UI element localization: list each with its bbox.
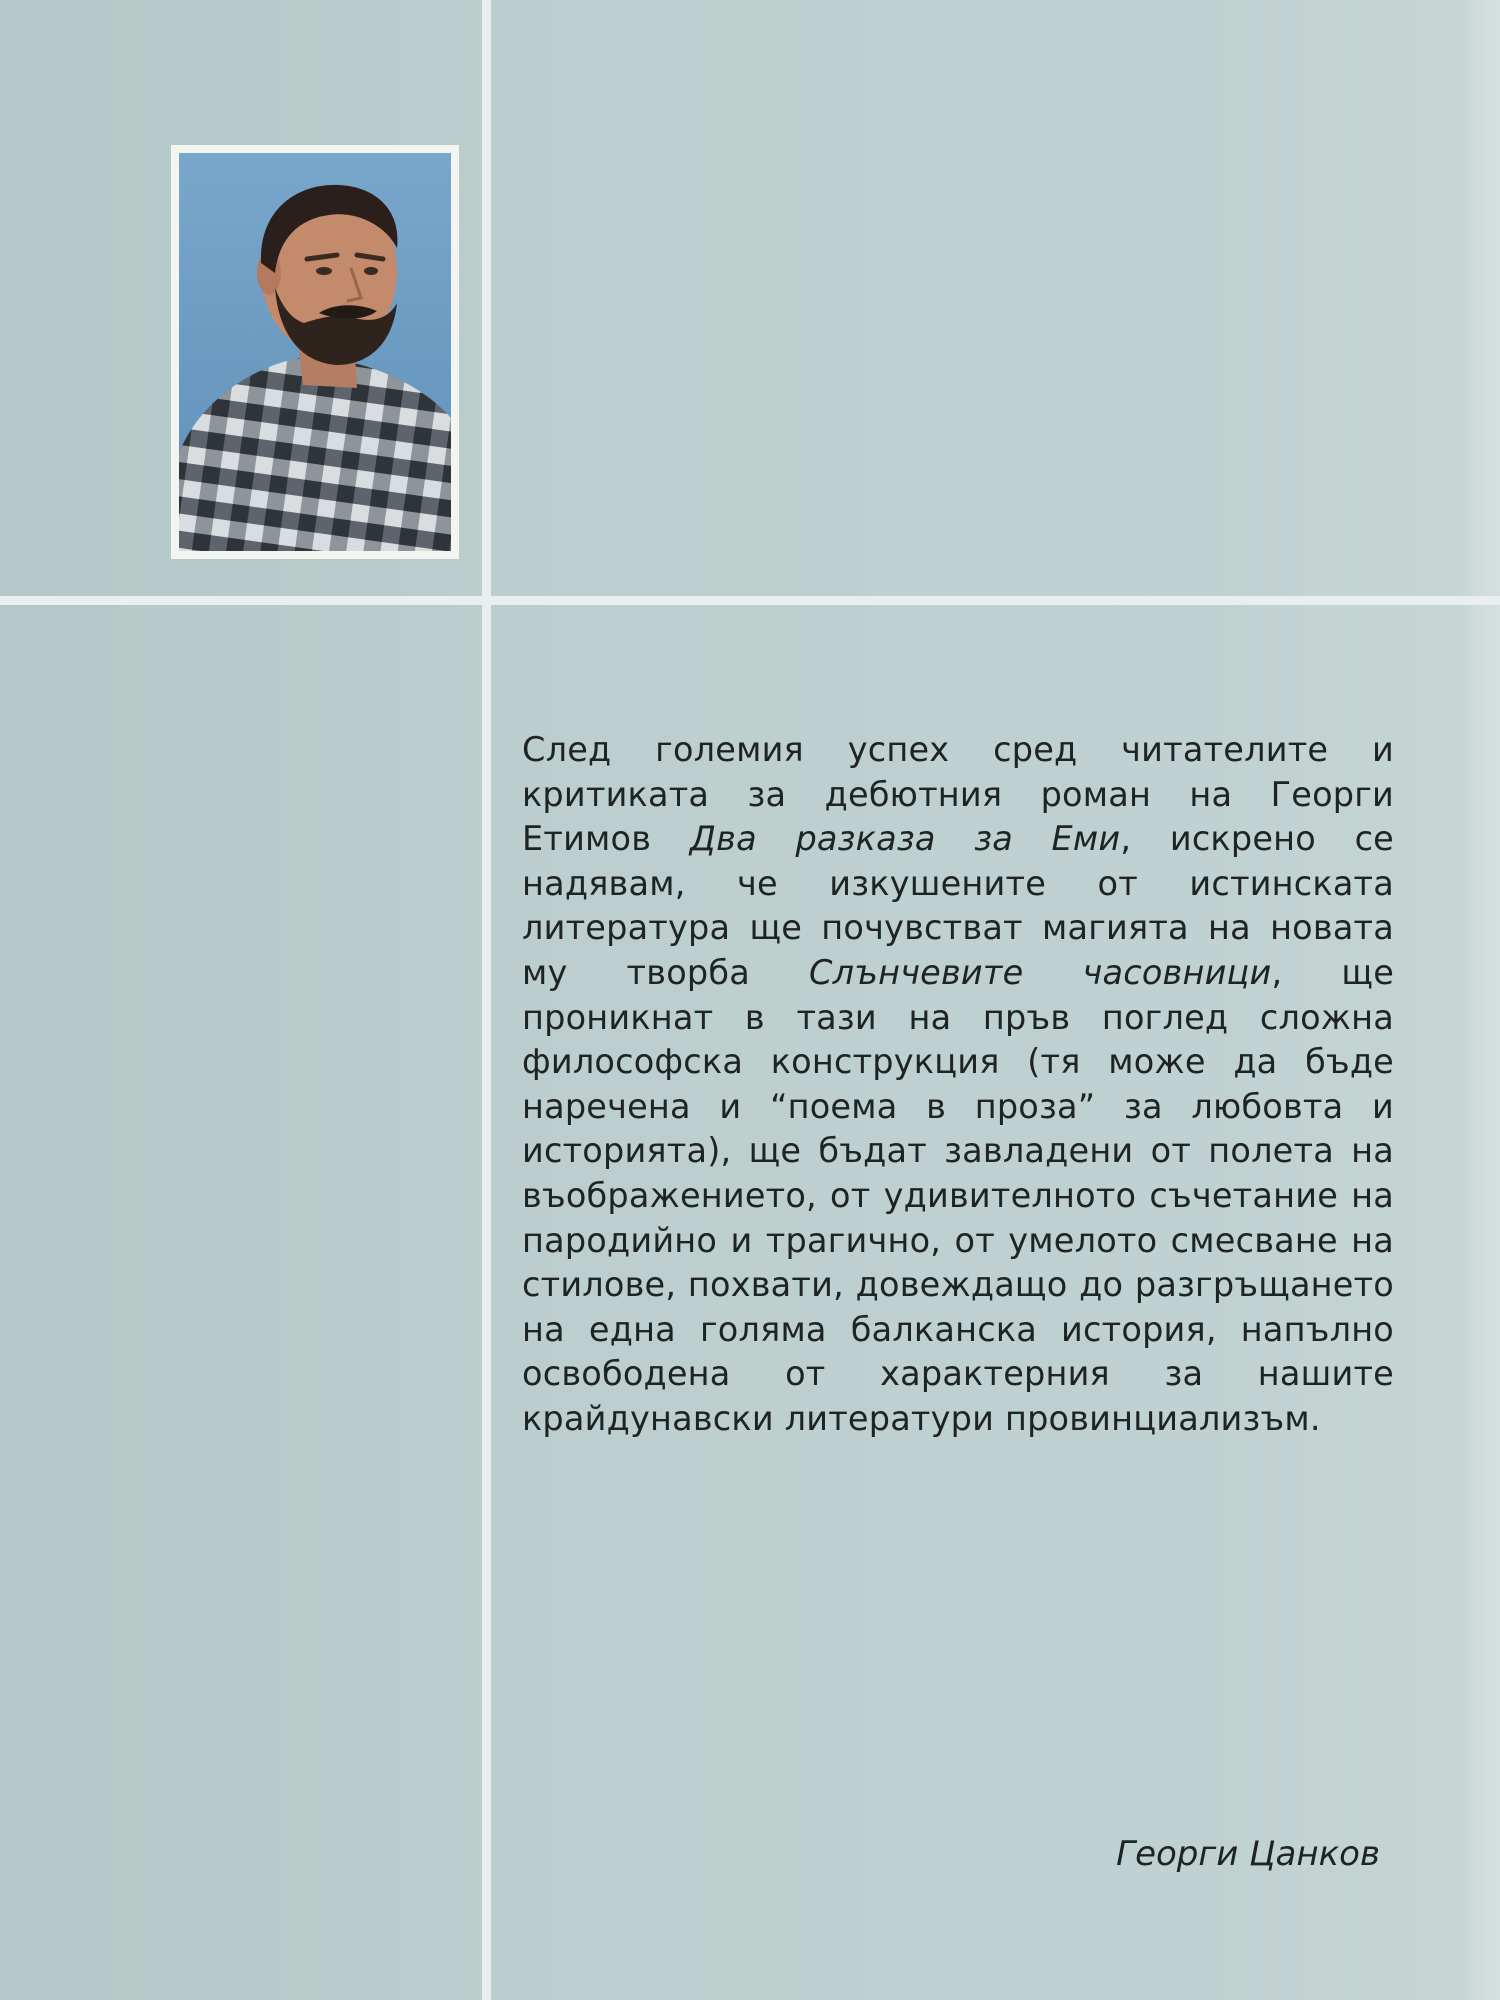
blurb-text-part3: , ще проникнат в тази на пръв поглед сложна философска конструкция (тя може да бъде наречена и “поема в проза” за любовта и историята), ще бъдат завладени от полета на въображението, от удивителното съчетание на пародийно и трагично, от умелото смесване на стилове, похвати, довеждащо до разгръщането на една голяма балканска история, напълно освободена от характерния за нашите крайдунавски литератури провинциализъм. (522, 952, 1394, 1438)
book-title-dva-razkaza: Два разказа за Еми (689, 819, 1121, 859)
author-portrait-image (179, 153, 451, 551)
back-cover-blurb (522, 728, 1394, 1442)
author-photo-frame (171, 145, 459, 559)
blurb-signature: Георги Цанков (1116, 1834, 1380, 1874)
author-photo (179, 153, 451, 551)
book-title-slanchevite-chasovnitsi: Слънчевите часовници (809, 952, 1272, 992)
blurb-text-part1: След големия успех сред читателите и критиката за дебютния роман на Георги Етимов (522, 730, 1394, 859)
blurb-text-part2: , искрено се надявам, че изкушените от истинската литература ще почувстват магията на новата му творба (522, 819, 1394, 992)
blurb-paragraph (522, 728, 1394, 1442)
horizontal-divider-line (0, 596, 1500, 605)
vertical-divider-line (482, 0, 491, 2000)
cover-edge (1460, 0, 1500, 2000)
